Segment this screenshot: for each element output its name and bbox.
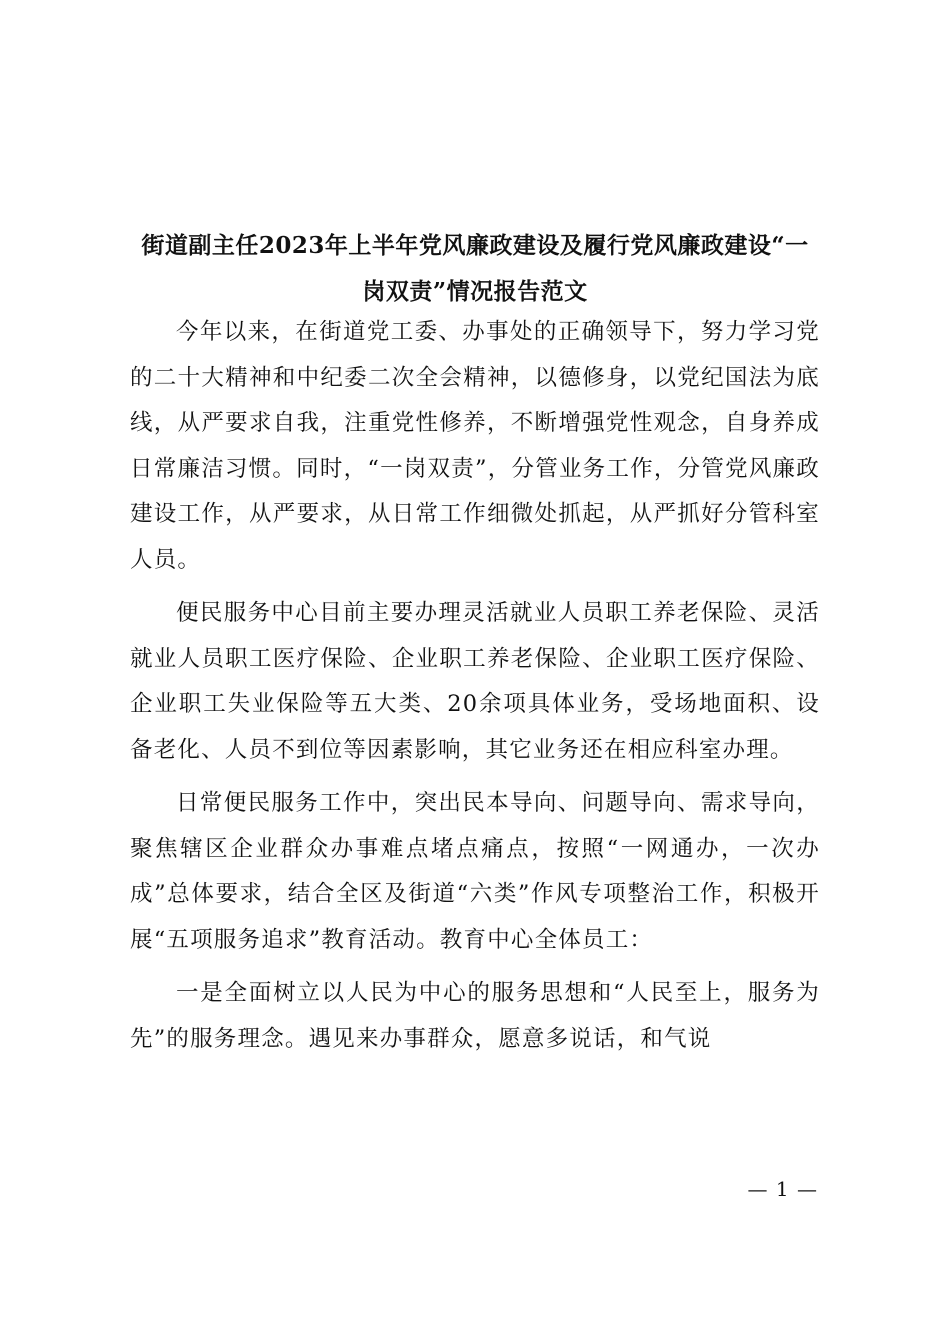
paragraph-4: 一是全面树立以人民为中心的服务思想和“人民至上，服务为先”的服务理念。遇见来办事群众，愿意多说话，和气说	[130, 980, 820, 1052]
paragraph-1: 今年以来，在街道党工委、办事处的正确领导下，努力学习党的二十大精神和中纪委二次全会精神，以德修身，以党纪国法为底线，从严要求自我，注重党性修养，不断增强党性观念，自身养成日常廉洁习惯。同时，“一岗双责”，分管业务工作，分管党风廉政建设工作，从严要求，从日常工作细微处抓起，从严抓好分管科室人员。	[130, 319, 820, 573]
paragraph-2: 便民服务中心目前主要办理灵活就业人员职工养老保险、灵活就业人员职工医疗保险、企业职工养老保险、企业职工医疗保险、企业职工失业保险等五大类、20余项具体业务，受场地面积、设备老化、人员不到位等因素影响，其它业务还在相应科室办理。	[130, 600, 820, 763]
page-number: — 1 —	[747, 1177, 818, 1201]
paragraph-3: 日常便民服务工作中，突出民本导向、问题导向、需求导向，聚焦辖区企业群众办事难点堵点痛点，按照“一网通办，一次办成”总体要求，结合全区及街道“六类”作风专项整治工作，积极开展“五项服务追求”教育活动。教育中心全体员工：	[130, 790, 820, 953]
document-body	[130, 310, 820, 1070]
document-title: 街道副主任2023年上半年党风廉政建设及履行党风廉政建设“一岗双责”情况报告范文	[141, 232, 809, 305]
